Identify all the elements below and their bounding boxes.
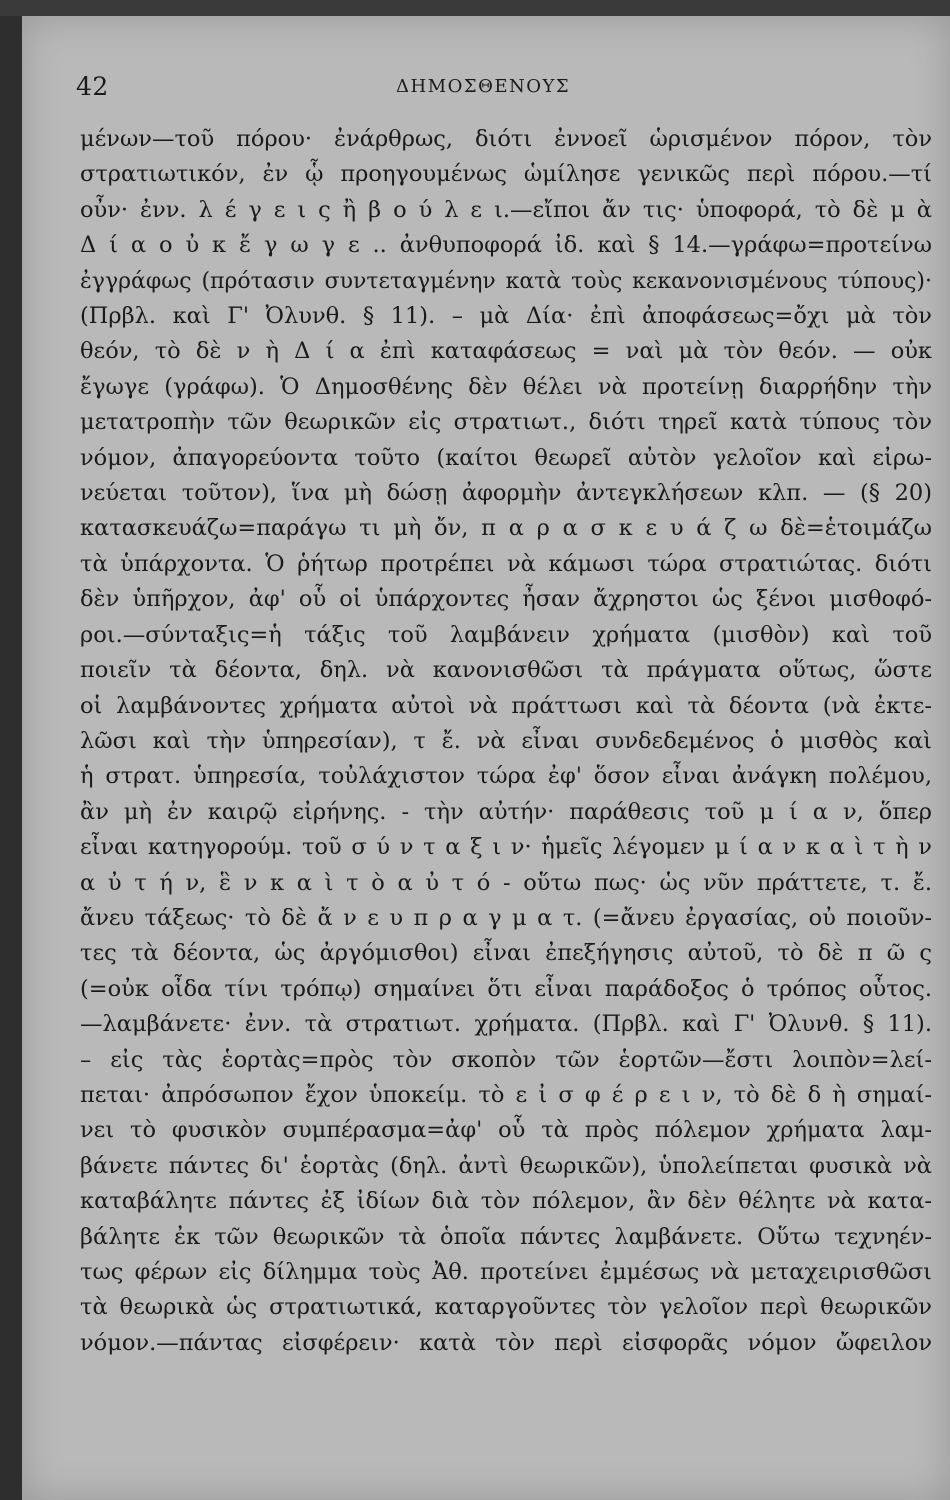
text-line: μετατροπὴν τῶν θεωρικῶν εἰς στρατιωτ., διότι τηρεῖ κατὰ τύπους τὸν [80,409,932,436]
text-line: ἡ στρατ. ὑπηρεσία, τοὐλάχιστον τώρα ἐφ' ὅσον εἶναι ἀνάγκη πολέμου, [80,763,932,790]
text-line: νει τὸ φυσικὸν συμπέρασμα=ἀφ' οὗ τὰ πρὸς πόλεμον χρήματα λαμ- [80,1117,932,1144]
text-line: Δ ί α ο ὐ κ ἔ γ ω γ ε .. ἀνθυποφορά ἰδ. καὶ § 14.—γράφω=προτείνω [80,232,932,259]
text-line: βάνετε πάντες δι' ἑορτὰς (δηλ. ἀντὶ θεωρικῶν), ὑπολείπεται φυσικὰ νὰ [80,1152,932,1179]
text-line: ροι.—σύνταξις=ἡ τάξις τοῦ λαμβάνειν χρήματα (μισθὸν) καὶ τοῦ [80,621,932,648]
text-line: ἂν μὴ ἐν καιρῷ εἰρήνης. - τὴν αὐτήν· παράθεσις τοῦ μ ί α ν, ὅπερ [80,798,932,825]
text-line: – εἰς τὰς ἑορτὰς=πρὸς τὸν σκοπὸν τῶν ἑορτῶν—ἔστι λοιπὸν=λεί- [80,1046,932,1073]
running-head: ΔΗΜΟΣΘΕΝΟΥΣ [396,76,571,97]
text-line: τὰ ὑπάρχοντα. Ὁ ῥήτωρ προτρέπει νὰ κάμωσι τώρα στρατιώτας. διότι [80,550,932,577]
text-line: ἐγγράφως (πρότασιν συντεταγμένην κατὰ τοὺς κεκανονισμένους τύπους)· [80,268,932,294]
page-header [76,72,776,112]
text-line: νεύεται τοῦτον), ἵνα μὴ δώσῃ ἀφορμὴν ἀντεγκλήσεων κλπ. — (§ 20) [80,480,932,507]
text-line: νόμον.—πάντας εἰσφέρειν· κατὰ τὸν περὶ εἰσφορᾶς νόμον ὤφειλον [80,1329,932,1356]
text-line: οἱ λαμβάνοντες χρήματα αὐτοὶ νὰ πράττωσι καὶ τὰ δέοντα (νὰ ἐκτε- [80,692,932,719]
text-line: —λαμβάνετε· ἐνν. τὰ στρατιωτ. χρήματα. (Πρβλ. καὶ Γ' Ὀλυνθ. § 11). [80,1011,932,1038]
text-line: α ὐ τ ή ν, ἓ ν κ α ὶ τ ὸ α ὐ τ ό - οὕτω πως· ὡς νῦν πράττετε, τ. ἔ. [80,869,932,896]
scan-edge-left [0,0,22,1500]
text-line: τες τὰ δέοντα, ὡς ἀργόμισθοι) εἶναι ἐπεξήγησις αὐτοῦ, τὸ δὲ π ῶ ς [80,940,932,967]
text-line: τὰ θεωρικὰ ὡς στρατιωτικά, καταργοῦντες τὸν γελοῖον περὶ θεωρικῶν [80,1294,932,1321]
commentary-text [80,122,932,1361]
text-line: (=οὐκ οἶδα τίνι τρόπῳ) σημαίνει ὅτι εἶναι παράδοξος ὁ τρόπος οὗτος. [80,975,932,1002]
text-line: εἶναι κατηγορούμ. τοῦ σ ύ ν τ α ξ ι ν· ἡμεῖς λέγομεν μ ί α ν κ α ὶ τ ὴ ν [80,834,932,861]
page-number: 42 [76,72,109,101]
text-line: βάλητε ἐκ τῶν θεωρικῶν τὰ ὁποῖα πάντες λαμβάνετε. Οὕτω τεχνηέν- [80,1223,932,1250]
text-line: τως φέρων εἰς δίλημμα τοὺς Ἀθ. προτείνει ἐμμέσως νὰ μεταχειρισθῶσι [80,1259,932,1285]
scan-edge-top [0,0,950,16]
text-line: ἔγωγε (γράφω). Ὁ Δημοσθένης δὲν θέλει νὰ προτείνῃ διαρρήδην τὴν [80,373,932,400]
text-line: οὖν· ἐνν. λ έ γ ε ι ς ἢ β ο ύ λ ε ι.—εἴποι ἄν τις· ὑποφορά, τὸ δὲ μ ὰ [80,196,932,223]
text-line: μένων—τοῦ πόρου· ἐνάρθρως, διότι ἐννοεῖ ὡρισμένον πόρον, τὸν [80,126,932,152]
text-line: (Πρβλ. καὶ Γ' Ὀλυνθ. § 11). – μὰ Δία· ἐπὶ ἀποφάσεως=ὄχι μὰ τὸν [80,303,932,330]
text-line: δὲν ὑπῆρχον, ἀφ' οὗ οἱ ὑπάρχοντες ἦσαν ἄχρηστοι ὡς ξένοι μισθοφό- [80,586,932,613]
text-line: νόμον, ἀπαγορεύοντα τοῦτο (καίτοι θεωρεῖ αὐτὸν γελοῖον καὶ εἰρω- [80,444,932,471]
text-line: πεται· ἀπρόσωπον ἔχον ὑποκείμ. τὸ ε ἰ σ φ έ ρ ε ι ν, τὸ δὲ δ ὴ σημαί- [80,1081,932,1108]
text-line: στρατιωτικόν, ἐν ᾧ προηγουμένως ὡμίλησε γενικῶς περὶ πόρου.—τί [80,161,932,188]
text-line: θεόν, τὸ δὲ ν ὴ Δ ί α ἐπὶ καταφάσεως = ναὶ μὰ τὸν θεόν. — οὐκ [80,338,932,365]
text-line: κατασκευάζω=παράγω τι μὴ ὄν, π α ρ α σ κ ε υ ά ζ ω δὲ=ἑτοιμάζω [80,515,932,542]
text-line: ποιεῖν τὰ δέοντα, δηλ. νὰ κανονισθῶσι τὰ πράγματα οὕτως, ὥστε [80,657,932,684]
text-line: λῶσι καὶ τὴν ὑπηρεσίαν), τ ἔ. νὰ εἶναι συνδεδεμένος ὁ μισθὸς καὶ [80,727,932,754]
text-line: ἄνευ τάξεως· τὸ δὲ ἄ ν ε υ π ρ α γ μ α τ. (=ἄνευ ἐργασίας, οὐ ποιοῦν- [80,904,932,931]
text-line: καταβάλητε πάντες ἐξ ἰδίων διὰ τὸν πόλεμον, ἂν δὲν θέλητε νὰ κατα- [80,1188,932,1215]
